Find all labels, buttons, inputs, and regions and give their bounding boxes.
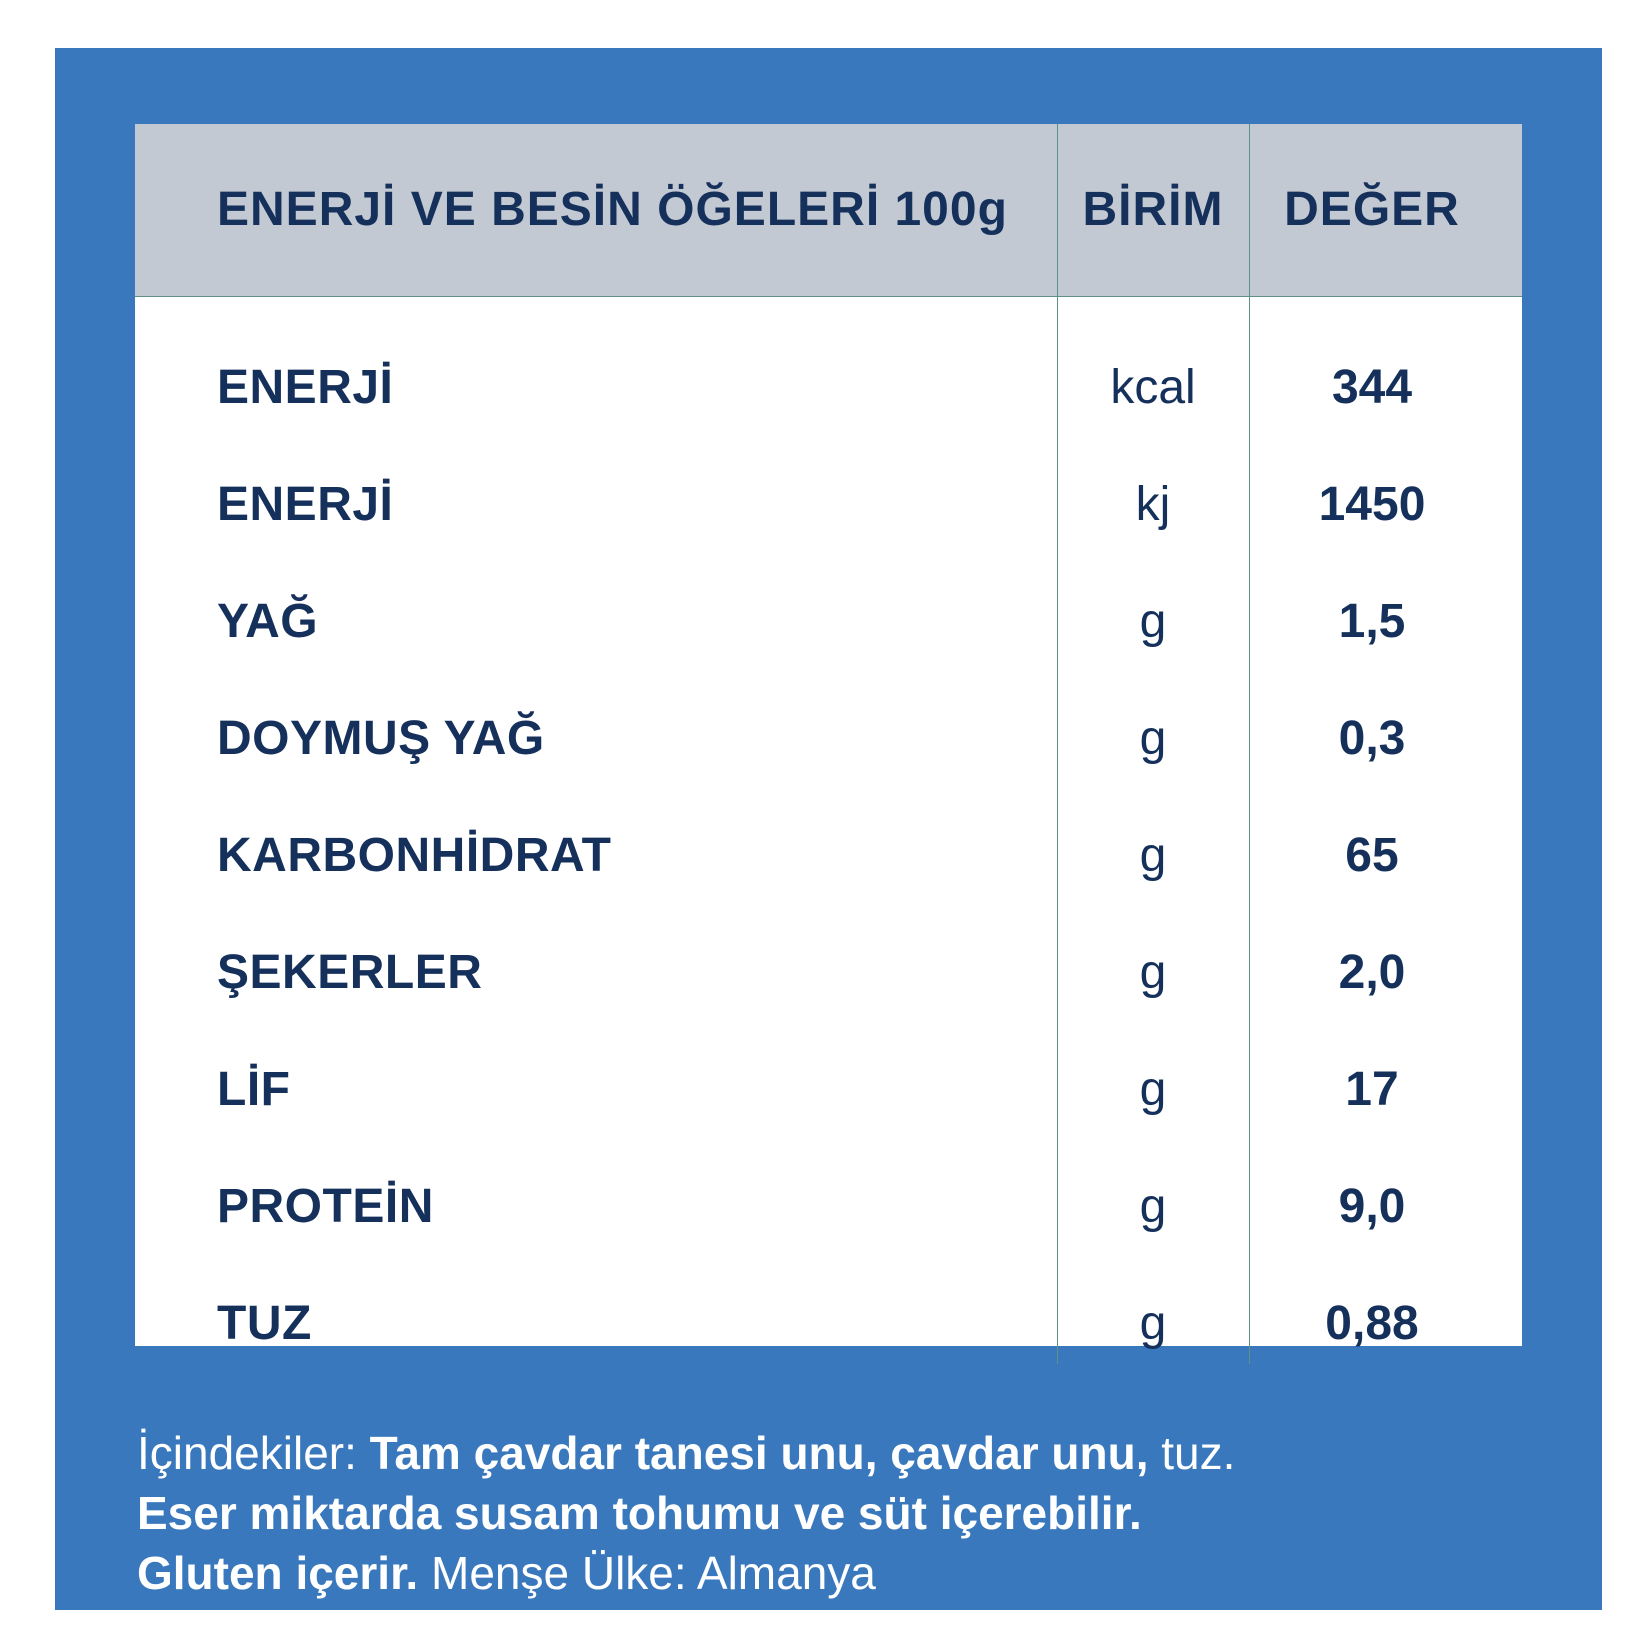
nutrient-unit: kcal: [1110, 361, 1196, 414]
nutrient-unit: kj: [1135, 478, 1171, 531]
table-row: [135, 446, 1522, 563]
nutrient-value: 1,5: [1338, 595, 1406, 648]
table-row: [135, 1265, 1522, 1382]
ingredients-label: İçindekiler:: [137, 1427, 357, 1479]
table-row: [135, 914, 1522, 1031]
nutrient-name: ENERJİ: [217, 361, 394, 414]
nutrient-value: 0,3: [1338, 712, 1406, 765]
nutrient-value: 344: [1331, 361, 1413, 414]
nutrient-value: 2,0: [1338, 946, 1406, 999]
nutrient-name: ŞEKERLER: [217, 946, 483, 999]
nutrient-unit: g: [1139, 1180, 1167, 1233]
nutrient-name: ENERJİ: [217, 478, 394, 531]
table-header: [135, 124, 1522, 297]
nutrient-name: KARBONHİDRAT: [217, 829, 612, 882]
ingredients-line-2: [137, 1483, 1557, 1543]
ingredients-line-1: [137, 1423, 1557, 1483]
nutrient-unit: g: [1139, 1063, 1167, 1116]
nutrient-value: 9,0: [1338, 1180, 1406, 1233]
nutrient-value: 0,88: [1325, 1297, 1419, 1350]
nutrient-value: 65: [1345, 829, 1399, 882]
nutrient-value: 17: [1345, 1063, 1399, 1116]
nutrient-name: YAĞ: [217, 595, 319, 648]
header-nutrient: ENERJİ VE BESİN ÖĞELERİ 100g: [217, 183, 1008, 236]
table-row: [135, 1031, 1522, 1148]
nutrient-name: LİF: [217, 1063, 291, 1116]
ingredients-line-3: [137, 1543, 1557, 1603]
nutrient-name: PROTEİN: [217, 1180, 434, 1233]
nutrient-unit: g: [1139, 1297, 1167, 1350]
nutrient-name: DOYMUŞ YAĞ: [217, 712, 545, 765]
table-row: [135, 1148, 1522, 1265]
nutrition-table: [135, 124, 1522, 1350]
gluten-warning: Gluten içerir.: [137, 1547, 419, 1599]
nutrition-panel: [55, 48, 1602, 1610]
allergen-trace-note: Eser miktarda susam tohumu ve süt içerebilir.: [137, 1487, 1142, 1539]
header-unit: BİRİM: [1082, 183, 1224, 236]
table-row: [135, 797, 1522, 914]
nutrient-name: TUZ: [217, 1297, 312, 1350]
nutrient-unit: g: [1139, 829, 1167, 882]
table-row: [135, 680, 1522, 797]
nutrient-value: 1450: [1318, 478, 1426, 531]
table-row: [135, 329, 1522, 446]
ingredients-main: Tam çavdar tanesi unu, çavdar unu,: [369, 1427, 1149, 1479]
table-row: [135, 563, 1522, 680]
ingredients-text: [137, 1423, 1557, 1603]
nutrient-unit: g: [1139, 712, 1167, 765]
ingredients-salt: tuz.: [1161, 1427, 1236, 1479]
origin-country: Menşe Ülke: Almanya: [431, 1547, 876, 1599]
nutrient-unit: g: [1139, 946, 1167, 999]
nutrient-unit: g: [1139, 595, 1167, 648]
header-value: DEĞER: [1284, 183, 1460, 236]
